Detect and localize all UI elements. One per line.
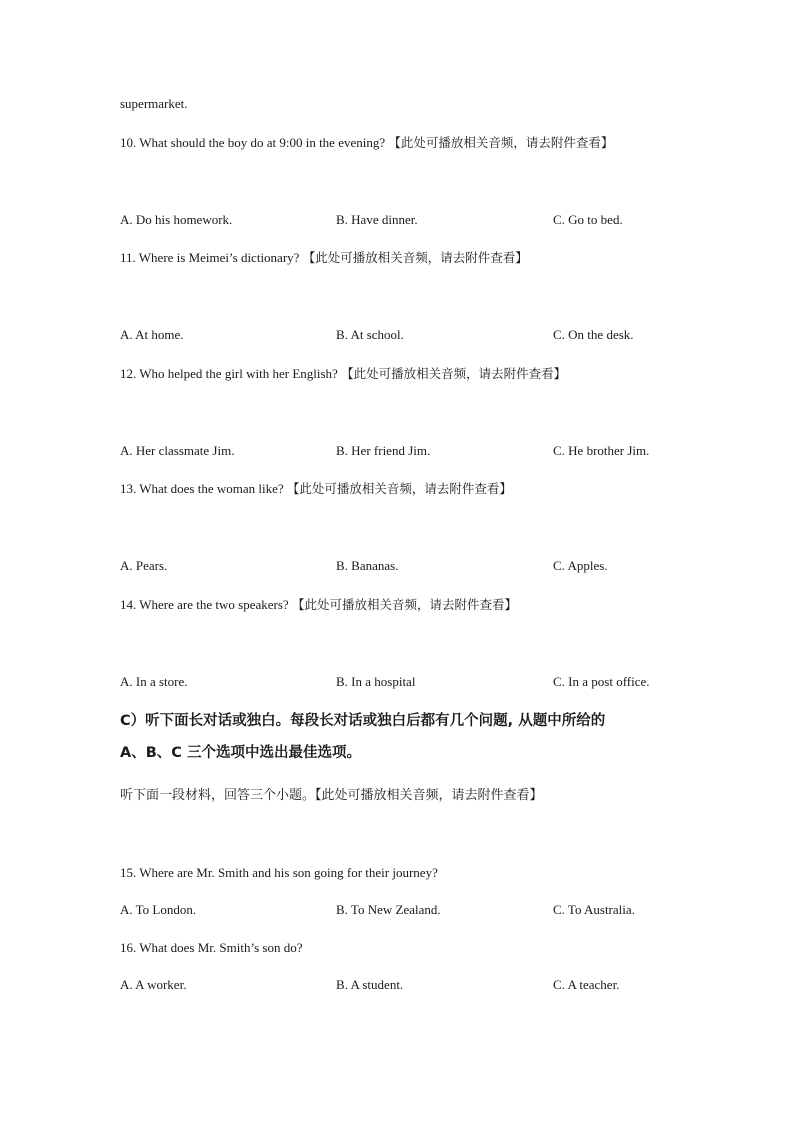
question-14-options	[120, 674, 680, 690]
question-stem: 15. Where are Mr. Smith and his son going for their journey?	[120, 865, 438, 880]
question-10-options	[120, 212, 680, 228]
option-a: A. Pears.	[120, 558, 168, 573]
question-10	[120, 135, 613, 151]
audio-note: 【此处可播放相关音频，请去附件查看】	[388, 135, 614, 150]
continued-text: supermarket.	[120, 96, 188, 111]
option-b: B. In a hospital	[336, 674, 416, 689]
option-a: A. Do his homework.	[120, 212, 233, 227]
question-13	[120, 481, 512, 497]
audio-note: 【此处可播放相关音频，请去附件查看】	[302, 250, 528, 265]
section-c-heading-line-1: C）听下面长对话或独白。每段长对话或独白后都有几个问题, 从题中所给的	[120, 713, 606, 729]
section-c-heading-line-2: A、B、C 三个选项中选出最佳选项。	[120, 745, 361, 761]
question-stem: 12. Who helped the girl with her English?	[120, 366, 338, 381]
question-14	[120, 597, 517, 613]
question-stem: 11. Where is Meimei’s dictionary?	[120, 250, 300, 265]
option-b: B. Have dinner.	[336, 212, 418, 227]
question-stem: 13. What does the woman like?	[120, 481, 284, 496]
option-c: C. In a post office.	[553, 674, 650, 689]
option-c: C. On the desk.	[553, 327, 634, 342]
option-b: B. Her friend Jim.	[336, 443, 431, 458]
audio-note: 【此处可播放相关音频，请去附件查看】	[341, 366, 567, 381]
option-a: A. In a store.	[120, 674, 188, 689]
audio-note: 【此处可播放相关音频，请去附件查看】	[286, 481, 512, 496]
question-stem: 14. Where are the two speakers?	[120, 597, 289, 612]
question-stem: 10. What should the boy do at 9:00 in the evening?	[120, 135, 386, 150]
option-b: B. To New Zealand.	[336, 902, 441, 917]
option-c: C. He brother Jim.	[553, 443, 650, 458]
section-c-intro: 听下面一段材料，回答三个小题。【此处可播放相关音频，请去附件查看】	[120, 788, 543, 803]
question-12-options	[120, 443, 680, 459]
option-c: C. Go to bed.	[553, 212, 623, 227]
question-stem: 16. What does Mr. Smith’s son do?	[120, 940, 303, 955]
audio-note: 【此处可播放相关音频，请去附件查看】	[291, 597, 517, 612]
question-11-options	[120, 327, 680, 343]
option-a: A. Her classmate Jim.	[120, 443, 235, 458]
question-12	[120, 366, 566, 382]
question-15	[120, 865, 438, 881]
option-a: A. A worker.	[120, 977, 187, 992]
question-16-options	[120, 977, 680, 993]
option-b: B. At school.	[336, 327, 404, 342]
option-b: B. Bananas.	[336, 558, 399, 573]
option-c: C. Apples.	[553, 558, 608, 573]
question-15-options	[120, 902, 680, 918]
option-c: C. To Australia.	[553, 902, 635, 917]
question-13-options	[120, 558, 680, 574]
option-a: A. To London.	[120, 902, 197, 917]
option-a: A. At home.	[120, 327, 184, 342]
question-16	[120, 940, 302, 956]
option-c: C. A teacher.	[553, 977, 620, 992]
option-b: B. A student.	[336, 977, 404, 992]
question-11	[120, 250, 528, 266]
